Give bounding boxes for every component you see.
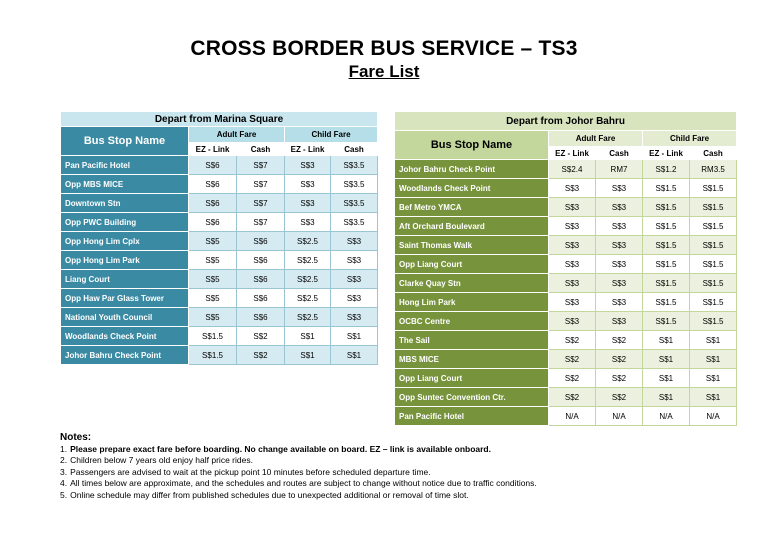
table-row: [61, 289, 378, 308]
adult-ez-link-fare: N/A: [549, 407, 596, 426]
adult-ez-link-fare: S$2: [549, 388, 596, 407]
table-row: [395, 255, 737, 274]
child-ez-link-fare: S$1.5: [643, 312, 690, 331]
bus-stop-name: Clarke Quay Stn: [395, 274, 549, 293]
child-ez-link-fare: S$1.5: [643, 255, 690, 274]
child-ez-link-fare: S$1.5: [643, 293, 690, 312]
adult-ez-link-fare: S$5: [189, 270, 237, 289]
marina-table-body: [61, 156, 378, 365]
table-row: [395, 350, 737, 369]
child-ez-link-fare: S$3: [285, 175, 331, 194]
adult-ez-link-fare: S$6: [189, 194, 237, 213]
table-row: [395, 160, 737, 179]
child-cash-fare: S$1: [331, 327, 378, 346]
bus-stop-name: Opp Liang Court: [395, 255, 549, 274]
marina-fare-table: [60, 111, 378, 365]
table-row: [61, 270, 378, 289]
adult-ez-link-fare: S$6: [189, 175, 237, 194]
child-ez-link-fare: S$1: [643, 388, 690, 407]
note-text: Please prepare exact fare before boarding. No change available on board. EZ – link is available onboard.: [70, 443, 491, 454]
table-row: [61, 232, 378, 251]
table-row: [395, 312, 737, 331]
adult-cash-fare: S$3: [596, 198, 643, 217]
adult-ez-link-fare: S$3: [549, 236, 596, 255]
child-cash-fare: S$3.5: [331, 156, 378, 175]
child-ez-link-fare: S$1.5: [643, 198, 690, 217]
bus-stop-name: Opp PWC Building: [61, 213, 189, 232]
adult-ez-link-header: EZ - Link: [549, 147, 596, 160]
note-text: Passengers are advised to wait at the pickup point 10 minutes before scheduled departure time.: [70, 466, 431, 477]
adult-cash-fare: S$3: [596, 179, 643, 198]
child-ez-link-fare: S$1.2: [643, 160, 690, 179]
bus-stop-name: MBS MICE: [395, 350, 549, 369]
bus-stop-name: Opp MBS MICE: [61, 175, 189, 194]
child-cash-fare: N/A: [690, 407, 737, 426]
note-number: 1.: [60, 443, 68, 454]
page-subtitle: Fare List: [348, 62, 420, 81]
johor-table-header: Depart from Johor Bahru: [395, 112, 737, 131]
child-ez-link-fare: S$1: [643, 350, 690, 369]
note-number: 3.: [60, 466, 68, 477]
child-ez-link-fare: S$2.5: [285, 232, 331, 251]
note-text: Children below 7 years old enjoy half price rides.: [70, 455, 253, 465]
child-fare-header: Child Fare: [643, 131, 737, 147]
bus-stop-name: Pan Pacific Hotel: [61, 156, 189, 175]
child-ez-link-fare: S$3: [285, 156, 331, 175]
table-row: [395, 369, 737, 388]
child-cash-fare: S$1.5: [690, 255, 737, 274]
child-ez-link-fare: S$3: [285, 194, 331, 213]
bus-stop-name: Opp Suntec Convention Ctr.: [395, 388, 549, 407]
adult-ez-link-fare: S$2.4: [549, 160, 596, 179]
bus-stop-name: Aft Orchard Boulevard: [395, 217, 549, 236]
table-row: [61, 175, 378, 194]
bus-stop-name: Johor Bahru Check Point: [395, 160, 549, 179]
note-item: [60, 478, 750, 490]
adult-cash-fare: S$7: [237, 213, 285, 232]
table-row: [395, 236, 737, 255]
bus-stop-name: Woodlands Check Point: [395, 179, 549, 198]
bus-stop-name: OCBC Centre: [395, 312, 549, 331]
child-ez-link-fare: S$1: [285, 346, 331, 365]
adult-cash-fare: S$7: [237, 175, 285, 194]
adult-ez-link-header: EZ - Link: [189, 143, 237, 156]
child-ez-link-fare: S$1.5: [643, 274, 690, 293]
adult-cash-fare: S$7: [237, 156, 285, 175]
adult-ez-link-fare: S$3: [549, 274, 596, 293]
child-ez-link-fare: S$2.5: [285, 251, 331, 270]
table-row: [61, 251, 378, 270]
adult-cash-fare: S$3: [596, 274, 643, 293]
table-row: [395, 388, 737, 407]
child-cash-fare: S$1.5: [690, 274, 737, 293]
note-item: [60, 467, 750, 479]
adult-cash-fare: S$3: [596, 312, 643, 331]
table-row: [395, 274, 737, 293]
child-cash-fare: S$1: [690, 350, 737, 369]
bus-stop-name: Johor Bahru Check Point: [61, 346, 189, 365]
child-cash-fare: S$1: [690, 369, 737, 388]
table-row: [61, 213, 378, 232]
adult-ez-link-fare: S$5: [189, 289, 237, 308]
adult-fare-header: Adult Fare: [189, 127, 285, 143]
child-ez-link-fare: S$3: [285, 213, 331, 232]
adult-ez-link-fare: S$6: [189, 213, 237, 232]
note-item: [60, 455, 750, 467]
adult-ez-link-fare: S$2: [549, 350, 596, 369]
bus-stop-name: Liang Court: [61, 270, 189, 289]
child-cash-fare: S$3: [331, 251, 378, 270]
table-row: [61, 194, 378, 213]
adult-ez-link-fare: S$2: [549, 331, 596, 350]
adult-ez-link-fare: S$3: [549, 179, 596, 198]
child-cash-fare: S$3.5: [331, 175, 378, 194]
note-item: [60, 444, 750, 456]
adult-cash-fare: N/A: [596, 407, 643, 426]
adult-cash-fare: S$2: [237, 346, 285, 365]
child-ez-link-fare: S$1: [643, 369, 690, 388]
adult-cash-fare: S$6: [237, 270, 285, 289]
adult-cash-fare: S$3: [596, 293, 643, 312]
bus-stop-name: Opp Hong Lim Cplx: [61, 232, 189, 251]
child-cash-fare: S$1.5: [690, 179, 737, 198]
bus-stop-name: The Sail: [395, 331, 549, 350]
adult-cash-fare: S$7: [237, 194, 285, 213]
bus-stop-name: National Youth Council: [61, 308, 189, 327]
bus-stop-name-header: Bus Stop Name: [61, 127, 189, 156]
adult-ez-link-fare: S$3: [549, 255, 596, 274]
table-row: [395, 407, 737, 426]
adult-cash-fare: S$2: [596, 350, 643, 369]
notes-heading: Notes:: [60, 432, 92, 443]
adult-cash-header: Cash: [237, 143, 285, 156]
child-cash-header: Cash: [331, 143, 378, 156]
table-row: [395, 179, 737, 198]
adult-ez-link-fare: S$6: [189, 156, 237, 175]
adult-ez-link-fare: S$3: [549, 312, 596, 331]
child-cash-fare: RM3.5: [690, 160, 737, 179]
child-cash-fare: S$1.5: [690, 293, 737, 312]
child-cash-fare: S$1: [690, 331, 737, 350]
notes-list: [60, 444, 750, 502]
child-ez-link-header: EZ - Link: [643, 147, 690, 160]
child-cash-header: Cash: [690, 147, 737, 160]
adult-ez-link-fare: S$5: [189, 251, 237, 270]
child-ez-link-fare: S$1.5: [643, 179, 690, 198]
child-cash-fare: S$1.5: [690, 217, 737, 236]
table-row: [61, 156, 378, 175]
child-cash-fare: S$1.5: [690, 236, 737, 255]
child-ez-link-fare: S$2.5: [285, 270, 331, 289]
child-cash-fare: S$3: [331, 308, 378, 327]
child-ez-link-fare: S$1.5: [643, 236, 690, 255]
bus-stop-name: Hong Lim Park: [395, 293, 549, 312]
child-cash-fare: S$3.5: [331, 213, 378, 232]
adult-cash-fare: S$2: [596, 369, 643, 388]
adult-cash-fare: S$3: [596, 255, 643, 274]
table-row: [61, 346, 378, 365]
adult-cash-fare: S$3: [596, 236, 643, 255]
adult-ez-link-fare: S$2: [549, 369, 596, 388]
bus-stop-name: Woodlands Check Point: [61, 327, 189, 346]
adult-cash-fare: RM7: [596, 160, 643, 179]
bus-stop-name: Downtown Stn: [61, 194, 189, 213]
child-cash-fare: S$1.5: [690, 312, 737, 331]
bus-stop-name-header: Bus Stop Name: [395, 131, 549, 160]
adult-cash-fare: S$6: [237, 289, 285, 308]
child-cash-fare: S$1: [331, 346, 378, 365]
table-row: [395, 198, 737, 217]
adult-ez-link-fare: S$1.5: [189, 346, 237, 365]
bus-stop-name: Opp Liang Court: [395, 369, 549, 388]
adult-ez-link-fare: S$3: [549, 217, 596, 236]
table-row: [395, 331, 737, 350]
marina-table-header: Depart from Marina Square: [61, 112, 378, 127]
child-ez-link-fare: S$1: [285, 327, 331, 346]
note-number: 2.: [60, 455, 68, 465]
johor-fare-table: [394, 111, 737, 426]
child-cash-fare: S$3: [331, 232, 378, 251]
adult-cash-header: Cash: [596, 147, 643, 160]
table-row: [61, 308, 378, 327]
note-number: 5.: [60, 489, 68, 500]
adult-cash-fare: S$2: [596, 331, 643, 350]
note-text: All times below are approximate, and the schedules and routes are subject to change without notice due to traffic conditions.: [70, 478, 537, 488]
bus-stop-name: Bef Metro YMCA: [395, 198, 549, 217]
adult-fare-header: Adult Fare: [549, 131, 643, 147]
adult-cash-fare: S$2: [237, 327, 285, 346]
child-cash-fare: S$3.5: [331, 194, 378, 213]
child-cash-fare: S$1: [690, 388, 737, 407]
adult-ez-link-fare: S$3: [549, 198, 596, 217]
notes-section: [60, 432, 750, 501]
note-item: [60, 490, 750, 502]
child-ez-link-fare: N/A: [643, 407, 690, 426]
adult-cash-fare: S$3: [596, 217, 643, 236]
adult-ez-link-fare: S$5: [189, 308, 237, 327]
child-cash-fare: S$3: [331, 270, 378, 289]
bus-stop-name: Opp Hong Lim Park: [61, 251, 189, 270]
table-row: [395, 217, 737, 236]
table-row: [395, 293, 737, 312]
child-ez-link-fare: S$2.5: [285, 289, 331, 308]
adult-cash-fare: S$2: [596, 388, 643, 407]
page-title: CROSS BORDER BUS SERVICE – TS3: [190, 37, 578, 60]
bus-stop-name: Saint Thomas Walk: [395, 236, 549, 255]
child-fare-header: Child Fare: [285, 127, 378, 143]
child-ez-link-fare: S$1: [643, 331, 690, 350]
adult-cash-fare: S$6: [237, 251, 285, 270]
note-number: 4.: [60, 478, 68, 488]
adult-cash-fare: S$6: [237, 308, 285, 327]
bus-stop-name: Pan Pacific Hotel: [395, 407, 549, 426]
adult-ez-link-fare: S$3: [549, 293, 596, 312]
child-cash-fare: S$3: [331, 289, 378, 308]
adult-ez-link-fare: S$5: [189, 232, 237, 251]
adult-cash-fare: S$6: [237, 232, 285, 251]
child-cash-fare: S$1.5: [690, 198, 737, 217]
child-ez-link-header: EZ - Link: [285, 143, 331, 156]
note-text: Online schedule may differ from published schedules due to unexpected additional or removal of time slot.: [70, 489, 469, 500]
table-row: [61, 327, 378, 346]
adult-ez-link-fare: S$1.5: [189, 327, 237, 346]
bus-stop-name: Opp Haw Par Glass Tower: [61, 289, 189, 308]
johor-table-body: [395, 160, 737, 426]
child-ez-link-fare: S$1.5: [643, 217, 690, 236]
child-ez-link-fare: S$2.5: [285, 308, 331, 327]
